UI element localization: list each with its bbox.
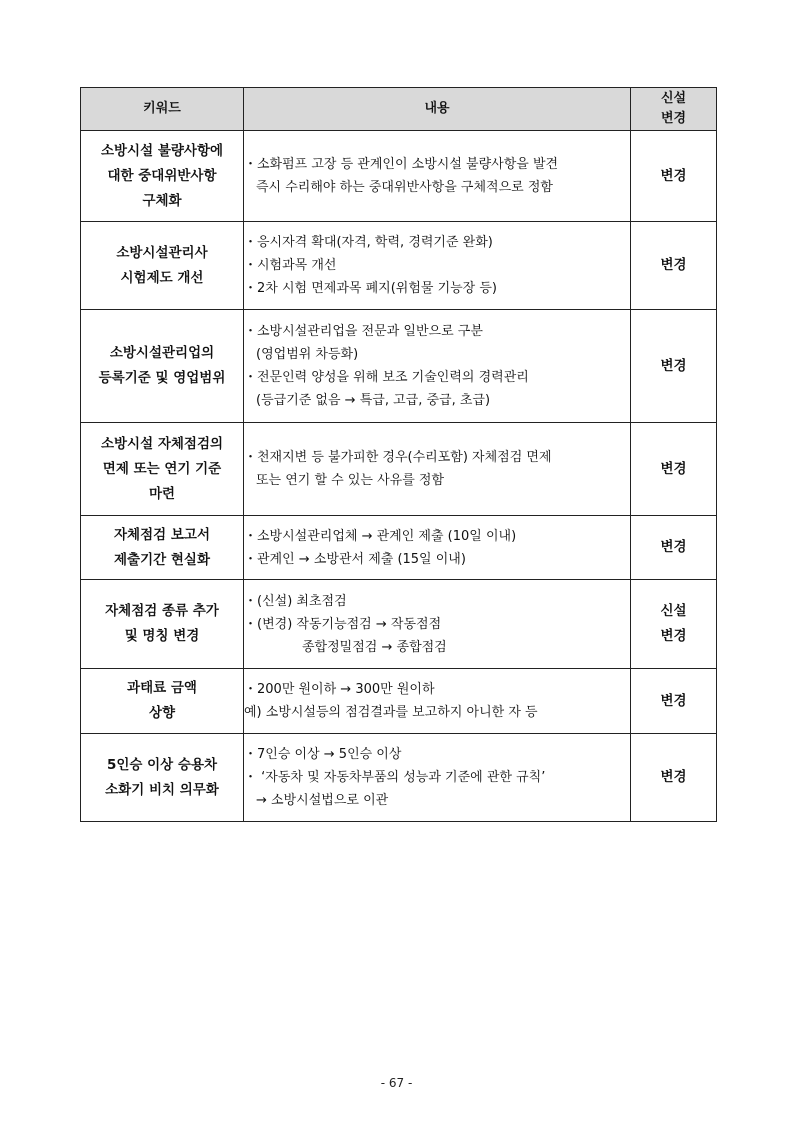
keyword-cell bbox=[81, 131, 244, 222]
content-cell bbox=[244, 131, 631, 222]
keyword-line: 5인승 이상 승용차 bbox=[106, 756, 218, 773]
keyword-line: 소방시설 불량사항에 bbox=[100, 142, 224, 159]
keyword-line: 및 명칭 변경 bbox=[124, 628, 200, 644]
content-line: ・(신설) 최초점검 bbox=[244, 593, 347, 609]
status-cell bbox=[631, 310, 717, 423]
status-cell bbox=[631, 222, 717, 310]
keyword-line: 소방시설 자체점검의 bbox=[100, 435, 224, 452]
content-line: → 소방시설법으로 이관 bbox=[256, 793, 389, 808]
header-keyword: 키워드 bbox=[81, 88, 244, 131]
keyword-line: 상향 bbox=[148, 705, 176, 721]
content-line: ・소방시설관리업체 → 관계인 제출 (10일 이내) bbox=[244, 528, 517, 544]
keyword-line: 제출기간 현실화 bbox=[114, 551, 210, 568]
content-line: ・7인승 이상 → 5인승 이상 bbox=[244, 747, 402, 762]
content-cell bbox=[244, 516, 631, 580]
keyword-line: 소방시설관리사 bbox=[116, 244, 208, 261]
table-header-row bbox=[81, 88, 717, 131]
keyword-line: 면제 또는 연기 기준 bbox=[102, 460, 222, 477]
status-cell bbox=[631, 131, 717, 222]
status-cell bbox=[631, 580, 717, 669]
content-cell bbox=[244, 222, 631, 310]
keyword-cell bbox=[81, 734, 244, 822]
content-line: (등급기준 없음 → 특급, 고급, 중급, 초급) bbox=[256, 393, 491, 408]
keyword-cell bbox=[81, 310, 244, 423]
table-row bbox=[81, 734, 717, 822]
header-status-line2: 변경 bbox=[660, 111, 687, 126]
content-cell bbox=[244, 423, 631, 516]
status-label: 변경 bbox=[660, 257, 687, 273]
keyword-line: 과태료 금액 bbox=[127, 680, 197, 696]
page-number: - 67 - bbox=[380, 1076, 413, 1090]
content-line: ・시험과목 개선 bbox=[244, 258, 337, 273]
table-row bbox=[81, 222, 717, 310]
table-row bbox=[81, 423, 717, 516]
keyword-line: 시험제도 개선 bbox=[120, 269, 204, 286]
keyword-line: 대한 중대위반사항 bbox=[107, 167, 217, 184]
keyword-line: 소방시설관리업의 bbox=[109, 345, 215, 361]
status-cell bbox=[631, 669, 717, 734]
keyword-line: 구체화 bbox=[142, 192, 182, 209]
keyword-cell bbox=[81, 669, 244, 734]
keyword-line: 자체점검 종류 추가 bbox=[105, 603, 219, 619]
status-label: 변경 bbox=[660, 769, 687, 785]
status-label: 변경 bbox=[660, 460, 687, 477]
content-line: ・ ‘자동차 및 자동차부품의 성능과 기준에 관한 규칙’ bbox=[244, 770, 546, 785]
status-label: 변경 bbox=[660, 628, 687, 644]
table-row bbox=[81, 516, 717, 580]
content-cell bbox=[244, 669, 631, 734]
content-line: ・관계인 → 소방관서 제출 (15일 이내) bbox=[244, 551, 466, 567]
status-cell bbox=[631, 734, 717, 822]
table-row bbox=[81, 310, 717, 423]
content-cell bbox=[244, 580, 631, 669]
keyword-cell bbox=[81, 516, 244, 580]
content-line: 또는 연기 할 수 있는 사유를 정함 bbox=[256, 473, 445, 488]
header-status-line1: 신설 bbox=[660, 91, 687, 106]
status-label: 변경 bbox=[660, 357, 687, 374]
keyword-cell bbox=[81, 222, 244, 310]
keyword-cell bbox=[81, 423, 244, 516]
status-cell bbox=[631, 423, 717, 516]
status-label: 변경 bbox=[660, 167, 687, 184]
status-label: 변경 bbox=[660, 692, 687, 709]
content-line: ・소화펌프 고장 등 관계인이 소방시설 불량사항을 발견 bbox=[244, 157, 559, 172]
status-cell bbox=[631, 516, 717, 580]
content-line: ・천재지변 등 불가피한 경우(수리포함) 자체점검 면제 bbox=[244, 450, 552, 465]
table-row bbox=[81, 580, 717, 669]
header-content: 내용 bbox=[244, 88, 631, 131]
content-line: 즉시 수리해야 하는 중대위반사항을 구체적으로 정함 bbox=[256, 180, 553, 195]
content-line: ・2차 시험 면제과목 폐지(위험물 기능장 등) bbox=[244, 281, 498, 296]
keyword-line: 자체점검 보고서 bbox=[114, 526, 210, 543]
keyword-line: 소화기 비치 의무화 bbox=[105, 781, 219, 798]
content-line: ・(변경) 작동기능점검 → 작동점점 bbox=[244, 616, 442, 632]
content-cell bbox=[244, 734, 631, 822]
table-row bbox=[81, 131, 717, 222]
content-line: (영업범위 차등화) bbox=[256, 347, 359, 362]
status-label: 변경 bbox=[660, 539, 687, 555]
content-line: ・소방시설관리업을 전문과 일반으로 구분 bbox=[244, 324, 483, 339]
content-line: ・응시자격 확대(자격, 학력, 경력기준 완화) bbox=[244, 235, 493, 250]
regulation-changes-table bbox=[80, 87, 717, 822]
content-line: 예) 소방시설등의 점검결과를 보고하지 아니한 자 등 bbox=[244, 705, 538, 720]
status-label: 신설 bbox=[660, 603, 687, 619]
keyword-cell bbox=[81, 580, 244, 669]
header-status bbox=[631, 88, 717, 131]
keyword-line: 마련 bbox=[148, 485, 176, 502]
keyword-line: 등록기준 및 영업범위 bbox=[98, 370, 226, 386]
content-line: ・전문인력 양성을 위해 보조 기술인력의 경력관리 bbox=[244, 370, 529, 385]
content-cell bbox=[244, 310, 631, 423]
content-line: 종합정밀점검 → 종합점검 bbox=[302, 639, 447, 655]
content-line: ・200만 원이하 → 300만 원이하 bbox=[244, 682, 435, 697]
table-row bbox=[81, 669, 717, 734]
